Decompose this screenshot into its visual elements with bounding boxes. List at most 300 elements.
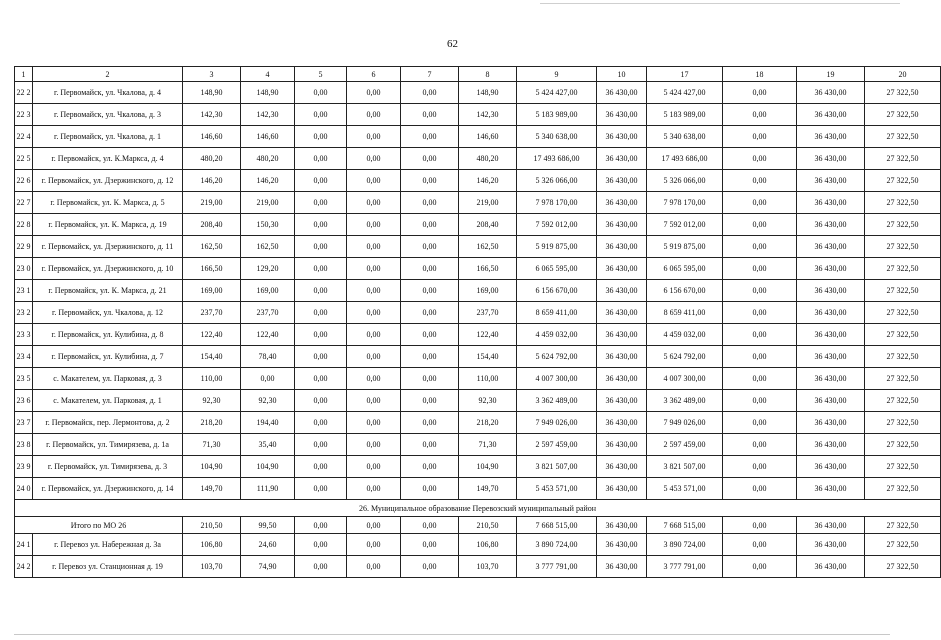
value-cell: 0,00 bbox=[723, 534, 797, 556]
value-cell: 0,00 bbox=[295, 390, 347, 412]
value-cell: 36 430,00 bbox=[597, 214, 647, 236]
value-cell: 0,00 bbox=[295, 346, 347, 368]
value-cell: 0,00 bbox=[723, 324, 797, 346]
address-cell: г. Первомайск, ул. Дзержинского, д. 14 bbox=[33, 478, 183, 500]
value-cell: 0,00 bbox=[401, 258, 459, 280]
table-row bbox=[15, 258, 941, 280]
value-cell: 6 156 670,00 bbox=[647, 280, 723, 302]
value-cell: 5 453 571,00 bbox=[517, 478, 597, 500]
value-cell: 0,00 bbox=[723, 412, 797, 434]
value-cell: 111,90 bbox=[241, 478, 295, 500]
value-cell: 27 322,50 bbox=[865, 368, 941, 390]
value-cell: 27 322,50 bbox=[865, 324, 941, 346]
value-cell: 24,60 bbox=[241, 534, 295, 556]
address-cell: г. Первомайск, ул. Кулибина, д. 8 bbox=[33, 324, 183, 346]
address-cell: г. Первомайск, ул. Дзержинского, д. 11 bbox=[33, 236, 183, 258]
value-cell: 0,00 bbox=[723, 346, 797, 368]
column-header: 5 bbox=[295, 67, 347, 82]
value-cell: 104,90 bbox=[183, 456, 241, 478]
value-cell: 36 430,00 bbox=[597, 258, 647, 280]
value-cell: 7 592 012,00 bbox=[647, 214, 723, 236]
row-number: 24 2 bbox=[15, 556, 33, 578]
value-cell: 0,00 bbox=[295, 148, 347, 170]
value-cell: 0,00 bbox=[347, 434, 401, 456]
value-cell: 0,00 bbox=[723, 456, 797, 478]
value-cell: 36 430,00 bbox=[797, 126, 865, 148]
value-cell: 0,00 bbox=[723, 258, 797, 280]
value-cell: 5 326 066,00 bbox=[517, 170, 597, 192]
value-cell: 27 322,50 bbox=[865, 192, 941, 214]
value-cell: 36 430,00 bbox=[597, 478, 647, 500]
table-row bbox=[15, 82, 941, 104]
address-cell: г. Первомайск, ул. Тимирязева, д. 3 bbox=[33, 456, 183, 478]
table-row bbox=[15, 324, 941, 346]
value-cell: 36 430,00 bbox=[597, 280, 647, 302]
value-cell: 5 424 427,00 bbox=[517, 82, 597, 104]
value-cell: 36 430,00 bbox=[597, 556, 647, 578]
value-cell: 219,00 bbox=[459, 192, 517, 214]
value-cell: 0,00 bbox=[295, 478, 347, 500]
value-cell: 122,40 bbox=[241, 324, 295, 346]
value-cell: 480,20 bbox=[241, 148, 295, 170]
value-cell: 0,00 bbox=[347, 82, 401, 104]
table-row bbox=[15, 170, 941, 192]
section-title: 26. Муниципальное образование Перевозский муниципальный район bbox=[15, 500, 941, 517]
value-cell: 0,00 bbox=[347, 126, 401, 148]
value-cell: 71,30 bbox=[183, 434, 241, 456]
value-cell: 36 430,00 bbox=[797, 390, 865, 412]
value-cell: 103,70 bbox=[459, 556, 517, 578]
value-cell: 104,90 bbox=[241, 456, 295, 478]
value-cell: 150,30 bbox=[241, 214, 295, 236]
column-header: 17 bbox=[647, 67, 723, 82]
value-cell: 208,40 bbox=[459, 214, 517, 236]
value-cell: 110,00 bbox=[183, 368, 241, 390]
value-cell: 0,00 bbox=[295, 280, 347, 302]
value-cell: 5 340 638,00 bbox=[647, 126, 723, 148]
value-cell: 36 430,00 bbox=[797, 170, 865, 192]
table-row bbox=[15, 214, 941, 236]
value-cell: 0,00 bbox=[347, 280, 401, 302]
value-cell: 0,00 bbox=[295, 456, 347, 478]
table-row bbox=[15, 456, 941, 478]
value-cell: 5 453 571,00 bbox=[647, 478, 723, 500]
value-cell: 148,90 bbox=[459, 82, 517, 104]
row-number: 22 2 bbox=[15, 82, 33, 104]
value-cell: 36 430,00 bbox=[797, 412, 865, 434]
value-cell: 36 430,00 bbox=[797, 148, 865, 170]
row-number: 23 4 bbox=[15, 346, 33, 368]
value-cell: 3 890 724,00 bbox=[647, 534, 723, 556]
value-cell: 36 430,00 bbox=[597, 324, 647, 346]
value-cell: 0,00 bbox=[401, 82, 459, 104]
row-number: 22 3 bbox=[15, 104, 33, 126]
value-cell: 7 978 170,00 bbox=[647, 192, 723, 214]
value-cell: 0,00 bbox=[723, 192, 797, 214]
column-header: 18 bbox=[723, 67, 797, 82]
value-cell: 148,90 bbox=[241, 82, 295, 104]
row-number: 24 1 bbox=[15, 534, 33, 556]
total-value-cell: 210,50 bbox=[183, 517, 241, 534]
value-cell: 106,80 bbox=[459, 534, 517, 556]
value-cell: 0,00 bbox=[295, 214, 347, 236]
column-header: 3 bbox=[183, 67, 241, 82]
total-value-cell: 36 430,00 bbox=[797, 517, 865, 534]
value-cell: 0,00 bbox=[723, 478, 797, 500]
total-value-cell: 7 668 515,00 bbox=[517, 517, 597, 534]
value-cell: 0,00 bbox=[401, 280, 459, 302]
value-cell: 27 322,50 bbox=[865, 280, 941, 302]
row-number: 23 1 bbox=[15, 280, 33, 302]
value-cell: 0,00 bbox=[723, 368, 797, 390]
value-cell: 36 430,00 bbox=[797, 478, 865, 500]
value-cell: 36 430,00 bbox=[797, 368, 865, 390]
value-cell: 480,20 bbox=[183, 148, 241, 170]
value-cell: 0,00 bbox=[241, 368, 295, 390]
value-cell: 2 597 459,00 bbox=[517, 434, 597, 456]
value-cell: 27 322,50 bbox=[865, 478, 941, 500]
value-cell: 0,00 bbox=[295, 302, 347, 324]
value-cell: 36 430,00 bbox=[597, 104, 647, 126]
value-cell: 0,00 bbox=[401, 126, 459, 148]
value-cell: 6 065 595,00 bbox=[647, 258, 723, 280]
value-cell: 4 459 032,00 bbox=[517, 324, 597, 346]
value-cell: 0,00 bbox=[401, 456, 459, 478]
value-cell: 8 659 411,00 bbox=[517, 302, 597, 324]
value-cell: 218,20 bbox=[459, 412, 517, 434]
value-cell: 237,70 bbox=[459, 302, 517, 324]
column-header: 8 bbox=[459, 67, 517, 82]
value-cell: 129,20 bbox=[241, 258, 295, 280]
value-cell: 146,60 bbox=[241, 126, 295, 148]
value-cell: 0,00 bbox=[401, 214, 459, 236]
value-cell: 166,50 bbox=[183, 258, 241, 280]
value-cell: 36 430,00 bbox=[597, 236, 647, 258]
value-cell: 7 949 026,00 bbox=[517, 412, 597, 434]
value-cell: 92,30 bbox=[241, 390, 295, 412]
value-cell: 27 322,50 bbox=[865, 258, 941, 280]
address-cell: г. Первомайск, ул. Чкалова, д. 4 bbox=[33, 82, 183, 104]
total-value-cell: 99,50 bbox=[241, 517, 295, 534]
value-cell: 146,60 bbox=[459, 126, 517, 148]
column-header: 1 bbox=[15, 67, 33, 82]
address-cell: г. Первомайск, ул. К. Маркса, д. 5 bbox=[33, 192, 183, 214]
row-number: 23 6 bbox=[15, 390, 33, 412]
value-cell: 27 322,50 bbox=[865, 434, 941, 456]
value-cell: 3 362 489,00 bbox=[647, 390, 723, 412]
value-cell: 27 322,50 bbox=[865, 236, 941, 258]
value-cell: 36 430,00 bbox=[597, 302, 647, 324]
value-cell: 36 430,00 bbox=[797, 258, 865, 280]
value-cell: 0,00 bbox=[723, 148, 797, 170]
row-number: 23 3 bbox=[15, 324, 33, 346]
bottom-scan-line bbox=[14, 634, 890, 635]
value-cell: 3 777 791,00 bbox=[517, 556, 597, 578]
value-cell: 0,00 bbox=[401, 556, 459, 578]
column-header: 2 bbox=[33, 67, 183, 82]
value-cell: 0,00 bbox=[295, 412, 347, 434]
value-cell: 36 430,00 bbox=[797, 214, 865, 236]
value-cell: 106,80 bbox=[183, 534, 241, 556]
value-cell: 27 322,50 bbox=[865, 534, 941, 556]
total-value-cell: 36 430,00 bbox=[597, 517, 647, 534]
address-cell: г. Первомайск, ул. Дзержинского, д. 10 bbox=[33, 258, 183, 280]
value-cell: 5 326 066,00 bbox=[647, 170, 723, 192]
value-cell: 5 919 875,00 bbox=[647, 236, 723, 258]
value-cell: 146,20 bbox=[183, 170, 241, 192]
value-cell: 27 322,50 bbox=[865, 556, 941, 578]
value-cell: 0,00 bbox=[347, 412, 401, 434]
value-cell: 27 322,50 bbox=[865, 390, 941, 412]
table-row bbox=[15, 390, 941, 412]
value-cell: 0,00 bbox=[401, 434, 459, 456]
value-cell: 219,00 bbox=[241, 192, 295, 214]
value-cell: 0,00 bbox=[347, 170, 401, 192]
value-cell: 0,00 bbox=[295, 126, 347, 148]
value-cell: 0,00 bbox=[295, 192, 347, 214]
value-cell: 27 322,50 bbox=[865, 412, 941, 434]
value-cell: 0,00 bbox=[295, 170, 347, 192]
row-number: 22 5 bbox=[15, 148, 33, 170]
section-row bbox=[15, 500, 941, 517]
data-table bbox=[14, 66, 941, 578]
value-cell: 0,00 bbox=[723, 390, 797, 412]
row-number: 22 7 bbox=[15, 192, 33, 214]
value-cell: 218,20 bbox=[183, 412, 241, 434]
value-cell: 36 430,00 bbox=[797, 104, 865, 126]
row-number: 23 9 bbox=[15, 456, 33, 478]
value-cell: 0,00 bbox=[401, 148, 459, 170]
value-cell: 6 156 670,00 bbox=[517, 280, 597, 302]
value-cell: 36 430,00 bbox=[597, 148, 647, 170]
value-cell: 0,00 bbox=[723, 82, 797, 104]
value-cell: 103,70 bbox=[183, 556, 241, 578]
row-number: 24 0 bbox=[15, 478, 33, 500]
value-cell: 36 430,00 bbox=[597, 534, 647, 556]
value-cell: 169,00 bbox=[241, 280, 295, 302]
value-cell: 148,90 bbox=[183, 82, 241, 104]
column-header: 19 bbox=[797, 67, 865, 82]
value-cell: 0,00 bbox=[401, 478, 459, 500]
value-cell: 0,00 bbox=[401, 346, 459, 368]
table-row bbox=[15, 236, 941, 258]
address-cell: г. Первомайск, пер. Лермонтова, д. 2 bbox=[33, 412, 183, 434]
value-cell: 142,30 bbox=[241, 104, 295, 126]
value-cell: 194,40 bbox=[241, 412, 295, 434]
row-number: 23 0 bbox=[15, 258, 33, 280]
value-cell: 162,50 bbox=[183, 236, 241, 258]
value-cell: 4 459 032,00 bbox=[647, 324, 723, 346]
address-cell: с. Макателем, ул. Парковая, д. 1 bbox=[33, 390, 183, 412]
column-header: 7 bbox=[401, 67, 459, 82]
value-cell: 208,40 bbox=[183, 214, 241, 236]
value-cell: 27 322,50 bbox=[865, 170, 941, 192]
column-header: 10 bbox=[597, 67, 647, 82]
value-cell: 0,00 bbox=[723, 280, 797, 302]
value-cell: 36 430,00 bbox=[597, 82, 647, 104]
value-cell: 0,00 bbox=[401, 302, 459, 324]
value-cell: 122,40 bbox=[459, 324, 517, 346]
value-cell: 0,00 bbox=[347, 478, 401, 500]
address-cell: г. Первомайск, ул. Тимирязева, д. 1а bbox=[33, 434, 183, 456]
value-cell: 0,00 bbox=[401, 104, 459, 126]
total-value-cell: 7 668 515,00 bbox=[647, 517, 723, 534]
value-cell: 219,00 bbox=[183, 192, 241, 214]
value-cell: 36 430,00 bbox=[797, 324, 865, 346]
value-cell: 27 322,50 bbox=[865, 456, 941, 478]
value-cell: 0,00 bbox=[723, 556, 797, 578]
value-cell: 5 183 989,00 bbox=[647, 104, 723, 126]
value-cell: 0,00 bbox=[723, 302, 797, 324]
value-cell: 17 493 686,00 bbox=[517, 148, 597, 170]
value-cell: 0,00 bbox=[347, 368, 401, 390]
table-row bbox=[15, 534, 941, 556]
total-value-cell: 0,00 bbox=[347, 517, 401, 534]
column-header-row bbox=[15, 67, 941, 82]
value-cell: 0,00 bbox=[347, 192, 401, 214]
table-row bbox=[15, 104, 941, 126]
value-cell: 0,00 bbox=[347, 302, 401, 324]
row-number: 23 8 bbox=[15, 434, 33, 456]
value-cell: 237,70 bbox=[241, 302, 295, 324]
value-cell: 0,00 bbox=[723, 236, 797, 258]
row-number: 22 9 bbox=[15, 236, 33, 258]
value-cell: 27 322,50 bbox=[865, 346, 941, 368]
value-cell: 0,00 bbox=[295, 82, 347, 104]
value-cell: 0,00 bbox=[347, 258, 401, 280]
value-cell: 0,00 bbox=[347, 236, 401, 258]
table-row bbox=[15, 192, 941, 214]
value-cell: 154,40 bbox=[459, 346, 517, 368]
row-number: 23 5 bbox=[15, 368, 33, 390]
value-cell: 0,00 bbox=[347, 346, 401, 368]
value-cell: 149,70 bbox=[459, 478, 517, 500]
value-cell: 36 430,00 bbox=[797, 456, 865, 478]
table-row bbox=[15, 368, 941, 390]
value-cell: 3 777 791,00 bbox=[647, 556, 723, 578]
address-cell: г. Первомайск, ул. Чкалова, д. 3 bbox=[33, 104, 183, 126]
value-cell: 0,00 bbox=[347, 324, 401, 346]
value-cell: 36 430,00 bbox=[797, 236, 865, 258]
value-cell: 146,60 bbox=[183, 126, 241, 148]
row-number: 23 2 bbox=[15, 302, 33, 324]
total-value-cell: 0,00 bbox=[723, 517, 797, 534]
total-value-cell: 210,50 bbox=[459, 517, 517, 534]
value-cell: 36 430,00 bbox=[597, 390, 647, 412]
value-cell: 4 007 300,00 bbox=[647, 368, 723, 390]
table-row bbox=[15, 126, 941, 148]
value-cell: 0,00 bbox=[723, 434, 797, 456]
value-cell: 27 322,50 bbox=[865, 302, 941, 324]
value-cell: 0,00 bbox=[347, 534, 401, 556]
value-cell: 78,40 bbox=[241, 346, 295, 368]
value-cell: 104,90 bbox=[459, 456, 517, 478]
value-cell: 0,00 bbox=[295, 104, 347, 126]
address-cell: г. Перевоз ул. Станционная д. 19 bbox=[33, 556, 183, 578]
value-cell: 36 430,00 bbox=[597, 346, 647, 368]
value-cell: 3 821 507,00 bbox=[647, 456, 723, 478]
value-cell: 166,50 bbox=[459, 258, 517, 280]
value-cell: 27 322,50 bbox=[865, 82, 941, 104]
column-header: 9 bbox=[517, 67, 597, 82]
value-cell: 169,00 bbox=[183, 280, 241, 302]
value-cell: 36 430,00 bbox=[597, 368, 647, 390]
value-cell: 142,30 bbox=[183, 104, 241, 126]
value-cell: 0,00 bbox=[347, 390, 401, 412]
value-cell: 92,30 bbox=[459, 390, 517, 412]
value-cell: 0,00 bbox=[401, 170, 459, 192]
value-cell: 0,00 bbox=[401, 368, 459, 390]
value-cell: 237,70 bbox=[183, 302, 241, 324]
total-row bbox=[15, 517, 941, 534]
value-cell: 36 430,00 bbox=[797, 192, 865, 214]
table-row bbox=[15, 346, 941, 368]
value-cell: 27 322,50 bbox=[865, 126, 941, 148]
value-cell: 0,00 bbox=[347, 556, 401, 578]
value-cell: 74,90 bbox=[241, 556, 295, 578]
address-cell: г. Первомайск, ул. Дзержинского, д. 12 bbox=[33, 170, 183, 192]
value-cell: 0,00 bbox=[295, 368, 347, 390]
table-row bbox=[15, 556, 941, 578]
row-number: 22 8 bbox=[15, 214, 33, 236]
value-cell: 7 978 170,00 bbox=[517, 192, 597, 214]
table-row bbox=[15, 478, 941, 500]
table-row bbox=[15, 434, 941, 456]
value-cell: 92,30 bbox=[183, 390, 241, 412]
value-cell: 36 430,00 bbox=[597, 192, 647, 214]
value-cell: 154,40 bbox=[183, 346, 241, 368]
value-cell: 0,00 bbox=[295, 324, 347, 346]
value-cell: 36 430,00 bbox=[797, 346, 865, 368]
value-cell: 6 065 595,00 bbox=[517, 258, 597, 280]
value-cell: 0,00 bbox=[401, 236, 459, 258]
value-cell: 110,00 bbox=[459, 368, 517, 390]
value-cell: 0,00 bbox=[723, 126, 797, 148]
address-cell: г. Первомайск, ул. Кулибина, д. 7 bbox=[33, 346, 183, 368]
value-cell: 27 322,50 bbox=[865, 148, 941, 170]
table-row bbox=[15, 280, 941, 302]
value-cell: 0,00 bbox=[347, 456, 401, 478]
page-number: 62 bbox=[447, 38, 458, 50]
value-cell: 36 430,00 bbox=[797, 534, 865, 556]
value-cell: 146,20 bbox=[459, 170, 517, 192]
value-cell: 149,70 bbox=[183, 478, 241, 500]
value-cell: 36 430,00 bbox=[797, 556, 865, 578]
value-cell: 142,30 bbox=[459, 104, 517, 126]
value-cell: 0,00 bbox=[295, 236, 347, 258]
value-cell: 0,00 bbox=[401, 534, 459, 556]
value-cell: 169,00 bbox=[459, 280, 517, 302]
value-cell: 0,00 bbox=[295, 258, 347, 280]
value-cell: 480,20 bbox=[459, 148, 517, 170]
value-cell: 7 592 012,00 bbox=[517, 214, 597, 236]
value-cell: 35,40 bbox=[241, 434, 295, 456]
column-header: 20 bbox=[865, 67, 941, 82]
address-cell: г. Перевоз ул. Набережная д. 3а bbox=[33, 534, 183, 556]
value-cell: 5 624 792,00 bbox=[647, 346, 723, 368]
value-cell: 0,00 bbox=[401, 412, 459, 434]
table-row bbox=[15, 302, 941, 324]
address-cell: г. Первомайск, ул. К.Маркса, д. 4 bbox=[33, 148, 183, 170]
total-label: Итого по МО 26 bbox=[15, 517, 183, 534]
value-cell: 4 007 300,00 bbox=[517, 368, 597, 390]
address-cell: г. Первомайск, ул. Чкалова, д. 1 bbox=[33, 126, 183, 148]
value-cell: 5 424 427,00 bbox=[647, 82, 723, 104]
address-cell: г. Первомайск, ул. К. Маркса, д. 21 bbox=[33, 280, 183, 302]
value-cell: 36 430,00 bbox=[597, 412, 647, 434]
value-cell: 0,00 bbox=[295, 534, 347, 556]
value-cell: 5 624 792,00 bbox=[517, 346, 597, 368]
